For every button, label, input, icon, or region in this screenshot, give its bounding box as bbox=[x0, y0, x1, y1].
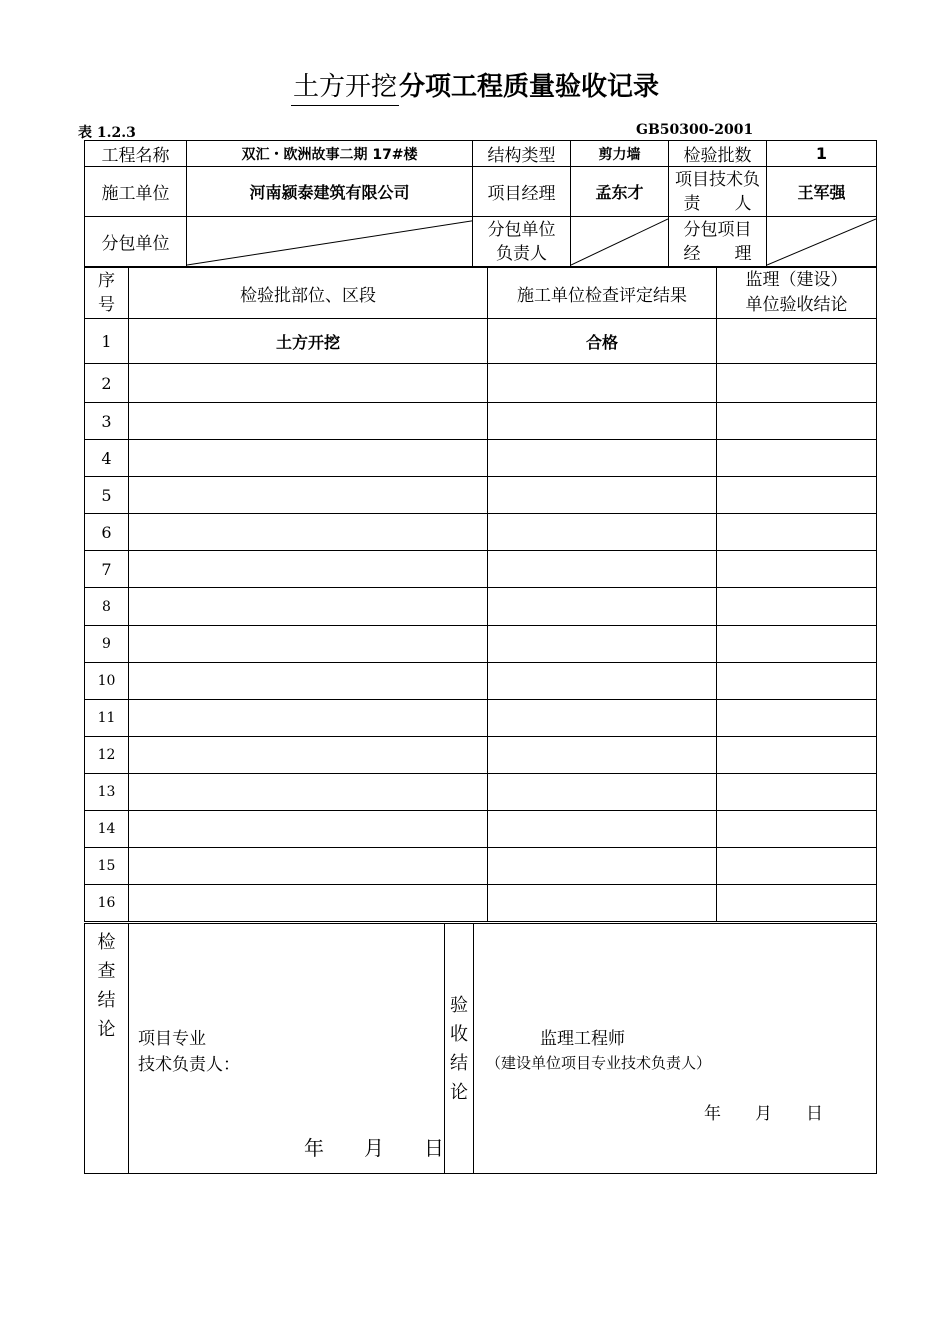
row-result bbox=[488, 403, 717, 440]
date-right: 年 月 日 bbox=[704, 1104, 823, 1124]
table-row bbox=[85, 626, 877, 663]
table-row bbox=[85, 319, 877, 364]
row-result: 合格 bbox=[488, 319, 717, 364]
row-result bbox=[488, 663, 717, 700]
row-location bbox=[129, 477, 488, 514]
row-result bbox=[488, 477, 717, 514]
table-row bbox=[85, 514, 877, 551]
table-row bbox=[85, 588, 877, 626]
row-conclusion bbox=[717, 663, 877, 700]
row-result bbox=[488, 364, 717, 403]
row-number: 14 bbox=[85, 811, 129, 848]
row-result bbox=[488, 626, 717, 663]
check-label-char: 结 bbox=[97, 990, 116, 1011]
col-result: 施工单位检查评定结果 bbox=[488, 268, 717, 319]
row-conclusion bbox=[717, 477, 877, 514]
page-title bbox=[0, 66, 950, 106]
diagonal-line bbox=[767, 217, 876, 266]
diagonal-line bbox=[187, 217, 472, 266]
tech-lead-label-line2: 责 人 bbox=[683, 193, 752, 214]
check-label-char: 查 bbox=[97, 961, 116, 982]
row-number: 13 bbox=[85, 774, 129, 811]
row-number: 2 bbox=[85, 364, 129, 403]
supervisor-note: （建设单位项目专业技术负责人） bbox=[486, 1054, 712, 1072]
row-result bbox=[488, 737, 717, 774]
footer-table bbox=[84, 923, 877, 1174]
row-location bbox=[129, 364, 488, 403]
row-result bbox=[488, 848, 717, 885]
row-conclusion bbox=[717, 551, 877, 588]
row-number: 11 bbox=[85, 700, 129, 737]
subcontractor-label: 分包单位 bbox=[85, 217, 187, 267]
row-conclusion bbox=[717, 364, 877, 403]
row-conclusion bbox=[717, 848, 877, 885]
table-row bbox=[85, 774, 877, 811]
row-result bbox=[488, 811, 717, 848]
row-location bbox=[129, 774, 488, 811]
row-number: 6 bbox=[85, 514, 129, 551]
col-seq-line1: 序 bbox=[98, 271, 115, 291]
row-conclusion bbox=[717, 700, 877, 737]
row-conclusion bbox=[717, 319, 877, 364]
construction-unit: 河南颍泰建筑有限公司 bbox=[187, 167, 473, 217]
project-name: 双汇・欧洲故事二期 17#楼 bbox=[187, 141, 473, 167]
row-number: 7 bbox=[85, 551, 129, 588]
tech-lead-label bbox=[669, 167, 767, 217]
table-row bbox=[85, 551, 877, 588]
accept-conclusion-label bbox=[445, 924, 474, 1174]
table-row bbox=[85, 700, 877, 737]
row-location bbox=[129, 514, 488, 551]
col-conclusion-line1: 监理（建设） bbox=[745, 270, 848, 290]
title-subject: 土方开挖 bbox=[291, 66, 399, 106]
row-result bbox=[488, 588, 717, 626]
row-conclusion bbox=[717, 811, 877, 848]
structure-type: 剪力墙 bbox=[571, 141, 669, 167]
table-row bbox=[85, 477, 877, 514]
sub-lead-label bbox=[473, 217, 571, 267]
standard-code: GB50300-2001 bbox=[636, 122, 754, 138]
row-result bbox=[488, 885, 717, 922]
row-number: 15 bbox=[85, 848, 129, 885]
sub-lead-label-line2: 负责人 bbox=[496, 243, 547, 264]
row-conclusion bbox=[717, 774, 877, 811]
sub-manager-label bbox=[669, 217, 767, 267]
row-location bbox=[129, 848, 488, 885]
row-number: 12 bbox=[85, 737, 129, 774]
row-location bbox=[129, 440, 488, 477]
project-manager: 孟东才 bbox=[571, 167, 669, 217]
row-location: 土方开挖 bbox=[129, 319, 488, 364]
col-conclusion-line2: 单位验收结论 bbox=[745, 295, 848, 315]
sub-manager-label-line1: 分包项目 bbox=[683, 219, 752, 240]
row-conclusion bbox=[717, 514, 877, 551]
col-conclusion bbox=[717, 268, 877, 319]
table-row bbox=[85, 848, 877, 885]
col-location: 检验批部位、区段 bbox=[129, 268, 488, 319]
table-row bbox=[85, 440, 877, 477]
batch-count: 1 bbox=[767, 141, 877, 167]
table-row bbox=[85, 811, 877, 848]
subcontractor-empty bbox=[187, 217, 473, 267]
check-conclusion-content bbox=[129, 924, 445, 1174]
row-number: 8 bbox=[85, 588, 129, 626]
row-location bbox=[129, 626, 488, 663]
row-result bbox=[488, 551, 717, 588]
sub-manager-label-line2: 经 理 bbox=[683, 243, 752, 264]
sub-lead-label-line1: 分包单位 bbox=[487, 219, 556, 240]
check-conclusion-label bbox=[85, 924, 129, 1174]
row-number: 16 bbox=[85, 885, 129, 922]
info-table bbox=[84, 140, 877, 267]
accept-conclusion-content bbox=[474, 924, 877, 1174]
row-number: 5 bbox=[85, 477, 129, 514]
row-number: 4 bbox=[85, 440, 129, 477]
date-left: 年 月 日 bbox=[304, 1136, 444, 1160]
col-seq-line2: 号 bbox=[98, 295, 115, 315]
row-conclusion bbox=[717, 403, 877, 440]
row-number: 10 bbox=[85, 663, 129, 700]
tech-lead-line1: 项目专业 bbox=[138, 1029, 206, 1049]
row-location bbox=[129, 663, 488, 700]
batch-count-label: 检验批数 bbox=[669, 141, 767, 167]
title-main: 分项工程质量验收记录 bbox=[399, 72, 660, 102]
supervisor-label: 监理工程师 bbox=[540, 1029, 625, 1049]
row-location bbox=[129, 588, 488, 626]
row-conclusion bbox=[717, 588, 877, 626]
row-result bbox=[488, 440, 717, 477]
row-result bbox=[488, 514, 717, 551]
row-location bbox=[129, 737, 488, 774]
row-location bbox=[129, 403, 488, 440]
accept-label-char: 论 bbox=[450, 1081, 468, 1103]
form-number: 表 1.2.3 bbox=[78, 125, 136, 141]
diagonal-line bbox=[571, 217, 668, 266]
row-location bbox=[129, 551, 488, 588]
tech-lead: 王军强 bbox=[767, 167, 877, 217]
table-row bbox=[85, 364, 877, 403]
row-result bbox=[488, 774, 717, 811]
table-row bbox=[85, 403, 877, 440]
tech-lead-label-line1: 项目技术负 bbox=[675, 169, 760, 190]
record-table bbox=[84, 267, 877, 922]
record-rows bbox=[85, 319, 877, 922]
check-label-char: 检 bbox=[97, 932, 116, 953]
structure-type-label: 结构类型 bbox=[473, 141, 571, 167]
row-number: 9 bbox=[85, 626, 129, 663]
project-name-label: 工程名称 bbox=[85, 141, 187, 167]
row-number: 3 bbox=[85, 403, 129, 440]
accept-label-char: 结 bbox=[450, 1052, 468, 1074]
sub-manager-empty bbox=[767, 217, 877, 267]
row-conclusion bbox=[717, 440, 877, 477]
construction-unit-label: 施工单位 bbox=[85, 167, 187, 217]
check-label-char: 论 bbox=[97, 1019, 116, 1040]
row-conclusion bbox=[717, 626, 877, 663]
row-conclusion bbox=[717, 737, 877, 774]
tech-lead-line2: 技术负责人： bbox=[138, 1055, 240, 1075]
accept-label-char: 验 bbox=[450, 994, 468, 1016]
accept-label-char: 收 bbox=[450, 1023, 468, 1045]
row-conclusion bbox=[717, 885, 877, 922]
sub-lead-empty bbox=[571, 217, 669, 267]
row-location bbox=[129, 700, 488, 737]
table-row bbox=[85, 663, 877, 700]
row-number: 1 bbox=[85, 319, 129, 364]
table-row bbox=[85, 885, 877, 922]
row-location bbox=[129, 885, 488, 922]
project-manager-label: 项目经理 bbox=[473, 167, 571, 217]
col-seq bbox=[85, 268, 129, 319]
table-row bbox=[85, 737, 877, 774]
row-location bbox=[129, 811, 488, 848]
row-result bbox=[488, 700, 717, 737]
